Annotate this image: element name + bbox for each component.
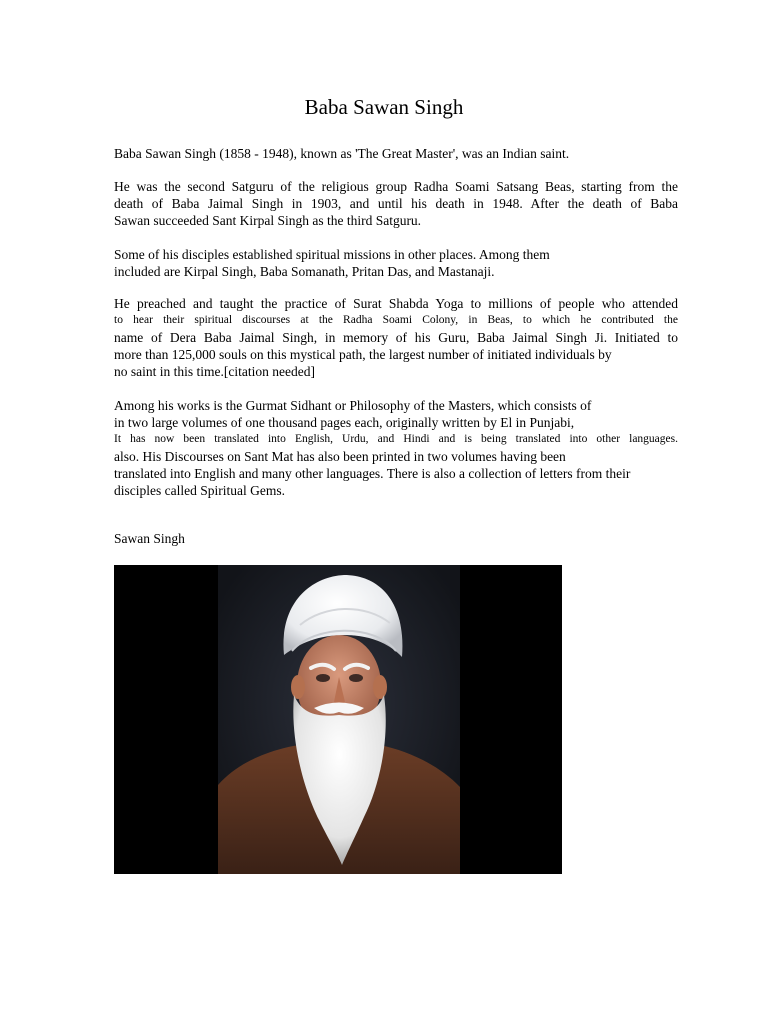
text-line: no saint in this time.[citation needed] xyxy=(114,364,315,379)
text-line: to hear their spiritual discourses at the Radha Soami Colony, in Beas, to which he contributed the xyxy=(114,314,678,326)
text-line: disciples called Spiritual Gems. xyxy=(114,483,285,498)
text-line: Some of his disciples established spiritual missions in other places. Among them xyxy=(114,247,550,262)
paragraph-disciples xyxy=(114,246,678,280)
page-title: Baba Sawan Singh xyxy=(304,95,464,119)
paragraph-intro xyxy=(114,145,678,162)
text-line: also. His Discourses on Sant Mat has also been printed in two volumes having been xyxy=(114,449,566,464)
paragraph-works xyxy=(114,397,678,499)
text-line: death of Baba Jaimal Singh in 1903, and until his death in 1948. After the death of Baba xyxy=(114,196,678,211)
portrait-photo xyxy=(114,565,562,874)
text-line: more than 125,000 souls on this mystical path, the largest number of initiated individuals by xyxy=(114,347,612,362)
text-line: He preached and taught the practice of Surat Shabda Yoga to millions of people who attended xyxy=(114,296,678,311)
paragraph-teaching xyxy=(114,295,678,380)
photo-caption: Sawan Singh xyxy=(114,531,185,546)
portrait-photo-icon xyxy=(114,565,562,874)
text-line: Sawan succeeded Sant Kirpal Singh as the third Satguru. xyxy=(114,213,422,228)
text-line: He was the second Satguru of the religious group Radha Soami Satsang Beas, starting from the xyxy=(114,179,678,194)
text-line: in two large volumes of one thousand pages each, originally written by El in Punjabi, xyxy=(114,415,575,430)
text-line: Among his works is the Gurmat Sidhant or Philosophy of the Masters, which consists of xyxy=(114,398,592,413)
text-line: included are Kirpal Singh, Baba Somanath, Pritan Das, and Mastanaji. xyxy=(114,264,495,279)
text-line: translated into English and many other languages. There is also a collection of letters from their xyxy=(114,466,631,481)
text-line: name of Dera Baba Jaimal Singh, in memory of his Guru, Baba Jaimal Singh Ji. Initiated to xyxy=(114,330,678,345)
text-line: Baba Sawan Singh (1858 - 1948), known as 'The Great Master', was an Indian saint. xyxy=(114,146,570,161)
paragraph-satguru xyxy=(114,178,678,229)
text-line: It has now been translated into English, Urdu, and Hindi and is being translated into other languages. xyxy=(114,433,678,445)
